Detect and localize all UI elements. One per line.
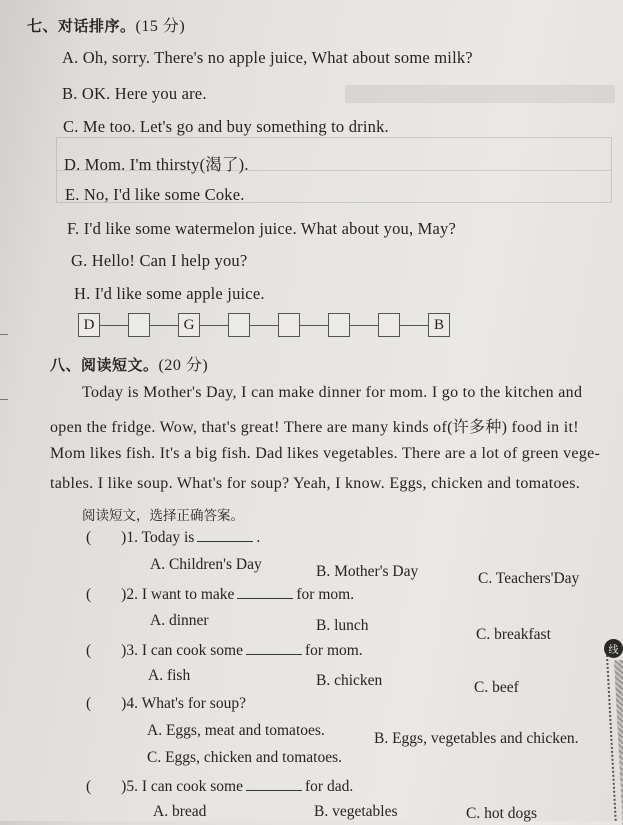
sequence-box-1[interactable]: D bbox=[78, 313, 100, 337]
section-7-title: 七、对话排序。 bbox=[27, 17, 136, 35]
sequence-box-4[interactable] bbox=[228, 313, 250, 337]
dialogue-line-h: H. I'd like some apple juice. bbox=[74, 284, 265, 303]
passage-line-3: Mom likes fish. It's a big fish. Dad likes vegetables. There are a lot of green vege- bbox=[50, 445, 601, 462]
q4-option-b: B. Eggs, vegetables and chicken. bbox=[374, 730, 579, 747]
section-7-heading bbox=[27, 13, 185, 36]
q3-option-a: A. fish bbox=[148, 667, 191, 684]
sequence-box-3[interactable]: G bbox=[178, 313, 200, 337]
dialogue-line-f: F. I'd like some watermelon juice. What about you, May? bbox=[67, 219, 457, 238]
dialogue-line-g: G. Hello! Can I help you? bbox=[71, 251, 248, 270]
section-8-heading bbox=[50, 352, 208, 375]
reading-instruction: 阅读短文，选择正确答案。 bbox=[82, 508, 244, 524]
sequence-box-2[interactable] bbox=[128, 313, 150, 337]
answer-blank[interactable] bbox=[246, 776, 302, 791]
answer-paren[interactable]: ( bbox=[86, 529, 92, 546]
margin-tick bbox=[0, 334, 8, 335]
q5-option-b: B. vegetables bbox=[314, 803, 398, 820]
connector bbox=[250, 325, 278, 326]
q1-option-b: B. Mother's Day bbox=[316, 563, 419, 580]
answer-blank[interactable] bbox=[246, 640, 302, 655]
q3-option-c: C. beef bbox=[474, 679, 519, 696]
connector bbox=[400, 325, 428, 326]
sequence-chain bbox=[78, 313, 450, 337]
margin-tick bbox=[0, 399, 8, 400]
answer-blank[interactable] bbox=[237, 584, 293, 599]
answer-blank[interactable] bbox=[197, 527, 253, 542]
connector bbox=[350, 325, 378, 326]
sequence-box-7[interactable] bbox=[378, 313, 400, 337]
passage-line-4: tables. I like soup. What's for soup? Yeah, I know. Eggs, chicken and tomatoes. bbox=[50, 475, 581, 492]
q2-option-c: C. breakfast bbox=[476, 626, 551, 643]
connector bbox=[100, 325, 128, 326]
q5-option-a: A. bread bbox=[153, 803, 207, 820]
q2-option-b: B. lunch bbox=[316, 617, 369, 634]
q3-option-b: B. chicken bbox=[316, 672, 383, 689]
section-8-title: 八、阅读短文。 bbox=[50, 356, 159, 374]
dialogue-line-e: E. No, I'd like some Coke. bbox=[65, 185, 245, 204]
question-3: ( )3. I can cook some for mom. bbox=[86, 642, 363, 659]
dialogue-line-c: C. Me too. Let's go and buy something to drink. bbox=[63, 117, 389, 136]
answer-paren[interactable]: ( bbox=[86, 642, 92, 659]
q1-option-a: A. Children's Day bbox=[150, 556, 262, 573]
passage-line-1: Today is Mother's Day, I can make dinner for mom. I go to the kitchen and bbox=[82, 384, 583, 401]
answer-paren[interactable]: ( bbox=[86, 778, 92, 795]
dialogue-line-a: A. Oh, sorry. There's no apple juice, What about some milk? bbox=[62, 48, 473, 67]
binding-line-badge: 线 bbox=[604, 639, 623, 658]
answer-paren[interactable]: ( bbox=[86, 695, 92, 712]
answer-paren[interactable]: ( bbox=[86, 586, 92, 603]
section-8-points: (20 分) bbox=[158, 357, 209, 374]
section-7-points: (15 分) bbox=[135, 18, 186, 35]
question-5: ( )5. I can cook some for dad. bbox=[86, 778, 354, 795]
question-2: ( )2. I want to make for mom. bbox=[86, 586, 355, 603]
sequence-box-6[interactable] bbox=[328, 313, 350, 337]
q2-option-a: A. dinner bbox=[150, 612, 209, 629]
question-4: ( )4. What's for soup? bbox=[86, 695, 246, 712]
bleed-through-band bbox=[345, 85, 615, 103]
connector bbox=[300, 325, 328, 326]
connector bbox=[150, 325, 178, 326]
dialogue-line-d: D. Mom. I'm thirsty(渴了). bbox=[64, 155, 249, 174]
q4-option-c: C. Eggs, chicken and tomatoes. bbox=[147, 749, 342, 766]
passage-line-2: open the fridge. Wow, that's great! There are many kinds of(许多种) food in it! bbox=[50, 419, 579, 436]
sequence-box-5[interactable] bbox=[278, 313, 300, 337]
question-1: ( )1. Today is . bbox=[86, 529, 261, 546]
dialogue-line-b: B. OK. Here you are. bbox=[62, 84, 207, 103]
q1-option-c: C. Teachers'Day bbox=[478, 570, 580, 587]
sequence-box-8[interactable]: B bbox=[428, 313, 450, 337]
connector bbox=[200, 325, 228, 326]
q5-option-c: C. hot dogs bbox=[466, 805, 538, 822]
q4-option-a: A. Eggs, meat and tomatoes. bbox=[147, 722, 325, 739]
